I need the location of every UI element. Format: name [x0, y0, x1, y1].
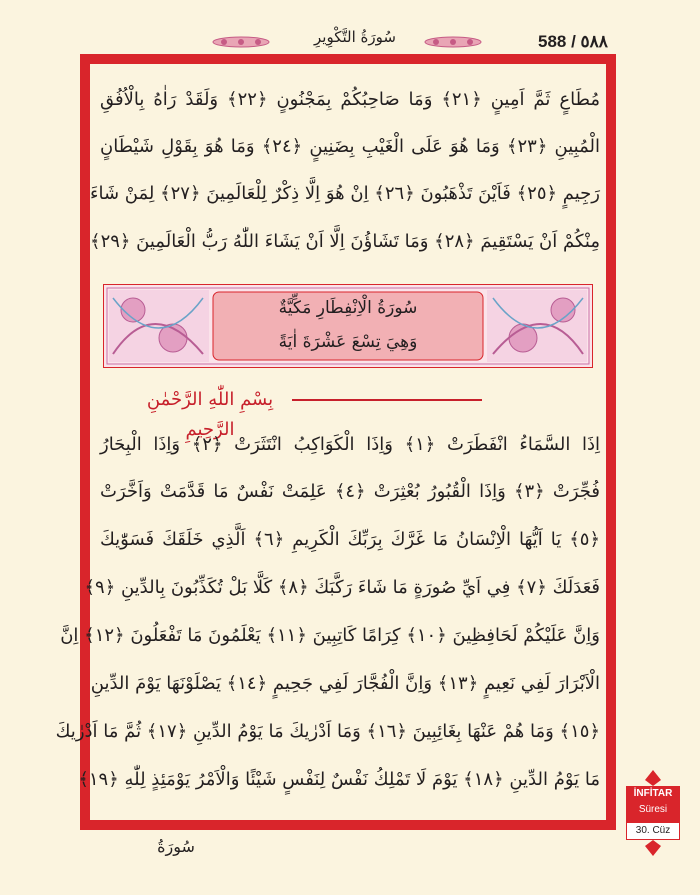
- side-tab-arrow-icon: [626, 770, 680, 786]
- side-tab-sura-name: İNFİTAR: [633, 788, 673, 799]
- verse-line: ﴿٥﴾ يَا اَيُّهَا الْاِنْسَانُ مَا غَرَّكَ بِرَبِّكَ الْكَرِيمِ ﴿٦﴾ اَلَّذِي خَلَقَكَ فَسَوّٰيكَ: [100, 529, 600, 550]
- catchword: سُورَةُ: [157, 837, 195, 856]
- header-ornament-left: [212, 36, 270, 48]
- verse-line: فَعَدَلَكَ ﴿٧﴾ فِي اَيِّ صُورَةٍ مَا شَاءَ رَكَّبَكَ ﴿٨﴾ كَلَّا بَلْ تُكَذِّبُونَ بِالدِّينِ ﴿٩﴾: [84, 577, 600, 598]
- verse-line: وَاِنَّ عَلَيْكُمْ لَحَافِظِينَ ﴿١٠﴾ كِرَامًا كَاتِبِينَ ﴿١١﴾ يَعْلَمُونَ مَا تَفْعَلُونَ ﴿١٢﴾ اِنَّ: [60, 625, 600, 646]
- sura-header-name: سُورَةُ التَّكْوِيرِ: [314, 28, 396, 46]
- verse-line: مَا يَوْمُ الدِّينِ ﴿١٨﴾ يَوْمَ لَا تَمْلِكُ نَفْسٌ لِنَفْسٍ شَيْئًا وَالْاَمْرُ يَوْمَئِذٍ لِلّٰهِ ﴿١٩﴾: [78, 769, 600, 790]
- sura-verse-count: وَهِيَ تِسْعَ عَشْرَةَ اٰيَةً: [278, 332, 418, 352]
- header-ornament-right: [424, 36, 482, 48]
- verse-line: ﴿١٥﴾ وَمَا هُمْ عَنْهَا بِغَائِبِينَ ﴿١٦﴾ وَمَا اَدْرٰيكَ مَا يَوْمُ الدِّينِ ﴿١٧﴾ ثُمَّ مَا اَدْرٰيكَ: [55, 721, 600, 742]
- verse-line: رَجِيمٍ ﴿٢٥﴾ فَاَيْنَ تَذْهَبُونَ ﴿٢٦﴾ اِنْ هُوَ اِلَّا ذِكْرٌ لِلْعَالَمِينَ ﴿٢٧﴾ لِمَنْ شَاءَ: [90, 183, 600, 204]
- basmala: بِسْمِ اللّٰهِ الرَّحْمٰنِ الرَّحِيمِ: [146, 389, 274, 440]
- juz-badge: 30. Cüz: [626, 822, 680, 840]
- verse-line: اِذَا السَّمَاءُ انْفَطَرَتْ ﴿١﴾ وَاِذَا الْكَوَاكِبُ انْتَثَرَتْ ﴿٢﴾ وَاِذَا الْبِحَارُ: [100, 434, 600, 455]
- side-tab-bottom-arrow-icon: [626, 840, 680, 856]
- verse-line: فُجِّرَتْ ﴿٣﴾ وَاِذَا الْقُبُورُ بُعْثِرَتْ ﴿٤﴾ عَلِمَتْ نَفْسٌ مَا قَدَّمَتْ وَاَخَّرَتْ: [100, 481, 600, 502]
- sura-title: سُورَةُ الْاِنْفِطَارِ مَكِّيَّةٌ: [278, 298, 418, 318]
- side-tab-subtitle: Süresi: [638, 804, 668, 815]
- verse-line: الْمُبِينِ ﴿٢٣﴾ وَمَا هُوَ عَلَى الْغَيْبِ بِضَنِينٍ ﴿٢٤﴾ وَمَا هُوَ بِقَوْلِ شَيْطَانٍ: [100, 136, 600, 157]
- basmala-extension-line: [292, 396, 482, 404]
- verse-line: الْاَبْرَارَ لَفِي نَعِيمٍ ﴿١٣﴾ وَاِنَّ الْفُجَّارَ لَفِي جَحِيمٍ ﴿١٤﴾ يَصْلَوْنَهَا يَوْمَ الدِّينِ: [90, 673, 600, 694]
- verse-line: مِنْكُمْ اَنْ يَسْتَقِيمَ ﴿٢٨﴾ وَمَا تَشَاؤُنَ اِلَّا اَنْ يَشَاءَ اللّٰهُ رَبُّ الْعَالَمِينَ ﴿٢٩﴾: [90, 231, 600, 252]
- page-number: 588 / ٥٨٨: [538, 32, 608, 51]
- verse-line: مُطَاعٍ ثَمَّ اَمِينٍ ﴿٢١﴾ وَمَا صَاحِبُكُمْ بِمَجْنُونٍ ﴿٢٢﴾ وَلَقَدْ رَاٰهُ بِالْاُفُقِ: [100, 89, 600, 110]
